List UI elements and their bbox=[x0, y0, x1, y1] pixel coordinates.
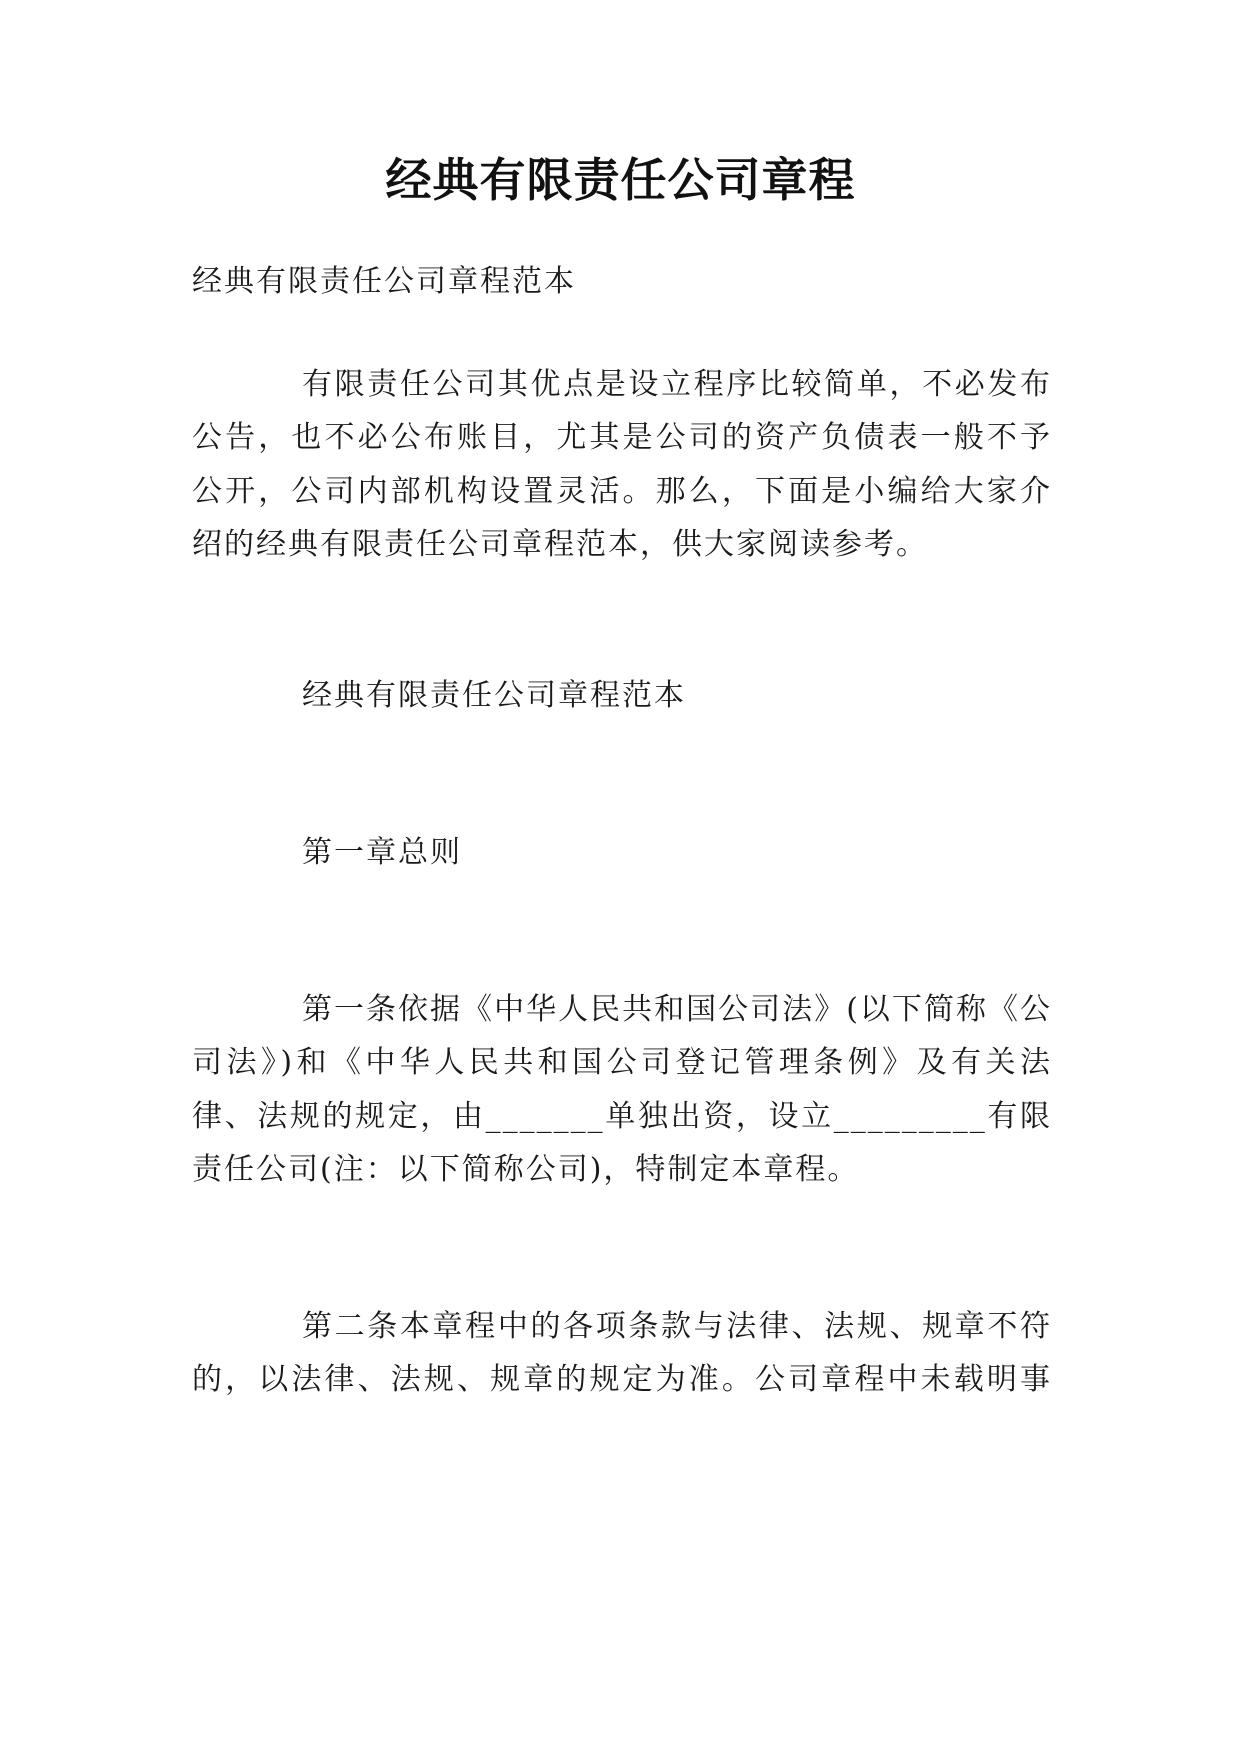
article2-line-2: 的，以法律、法规、规章的规定为准。公司章程中未载明事 bbox=[192, 1362, 1052, 1397]
document-title: 经典有限责任公司章程 bbox=[385, 153, 856, 207]
chapter-heading: 第一章总则 bbox=[302, 835, 462, 870]
article1-line-1: 第一条依据《中华人民共和国公司法》(以下简称《公 bbox=[302, 992, 1052, 1027]
article2-line-1: 第二条本章程中的各项条款与法律、法规、规章不符 bbox=[302, 1309, 1052, 1344]
article1-line-2: 司法》)和《中华人民共和国公司登记管理条例》及有关法 bbox=[192, 1045, 1052, 1080]
intro-line-4: 绍的经典有限责任公司章程范本，供大家阅读参考。 bbox=[192, 527, 928, 562]
document-subtitle: 经典有限责任公司章程范本 bbox=[192, 264, 576, 299]
intro-line-3: 公开，公司内部机构设置灵活。那么，下面是小编给大家介 bbox=[192, 474, 1052, 509]
article1-line-4: 责任公司(注：以下简称公司)，特制定本章程。 bbox=[192, 1152, 860, 1187]
intro-line-1: 有限责任公司其优点是设立程序比较简单，不必发布 bbox=[302, 367, 1052, 402]
article1-line-3: 律、法规的规定，由_______单独出资，设立_________有限 bbox=[192, 1099, 1052, 1134]
section-heading: 经典有限责任公司章程范本 bbox=[302, 678, 686, 713]
intro-line-2: 公告，也不必公布账目，尤其是公司的资产负债表一般不予 bbox=[192, 420, 1052, 455]
